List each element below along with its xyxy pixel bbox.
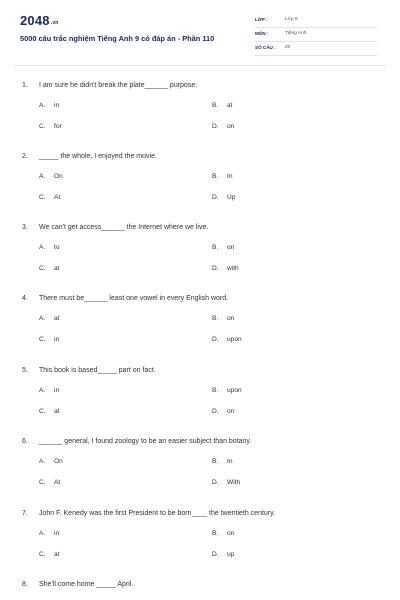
option-letter: C.	[39, 479, 46, 486]
option-text: On	[54, 173, 63, 180]
question-number: 2.	[22, 153, 28, 160]
option-text: at	[227, 102, 233, 109]
option-letter: A.	[39, 102, 46, 109]
question-text: We can't get access______ the Internet where we live.	[39, 224, 209, 231]
option-letter: A.	[39, 244, 46, 251]
question-text: She'll come home _____ April.	[39, 581, 134, 588]
option-c[interactable]	[39, 408, 60, 415]
option-text: with	[227, 265, 239, 272]
option-c[interactable]	[39, 123, 62, 130]
option-a[interactable]	[39, 244, 60, 251]
option-letter: B.	[212, 102, 219, 109]
option-letter: A.	[39, 315, 46, 322]
meta-count-label: SỐ CÂU :	[255, 45, 276, 50]
option-letter: A.	[39, 173, 46, 180]
option-letter: D.	[212, 265, 219, 272]
option-d[interactable]	[212, 336, 242, 343]
option-letter: D.	[212, 551, 219, 558]
option-a[interactable]	[39, 173, 63, 180]
question-text: I am sure he didn't break the plate______ purpose.	[39, 82, 198, 89]
option-text: upon	[227, 336, 242, 343]
question-3	[0, 224, 400, 294]
option-text: on	[227, 530, 235, 537]
document-title: 5000 câu trắc nghiệm Tiếng Anh 9 có đáp án - Phần 110	[20, 34, 215, 43]
option-d[interactable]	[212, 123, 234, 130]
option-d[interactable]	[212, 265, 239, 272]
option-letter: C.	[39, 123, 46, 130]
question-text: John F. Kenedy was the first President to be born____ the twentieth century.	[39, 510, 276, 517]
option-a[interactable]	[39, 458, 63, 465]
question-number: 1.	[22, 82, 28, 89]
meta-grade	[255, 14, 377, 28]
meta-grade-value: Lớp 9	[285, 17, 298, 22]
question-text: There must be______ least one vowel in every English word.	[39, 295, 229, 302]
option-text: on	[227, 315, 235, 322]
question-7	[0, 510, 400, 580]
option-text: With	[227, 479, 241, 486]
option-d[interactable]	[212, 551, 234, 558]
option-a[interactable]	[39, 102, 59, 109]
question-number: 8.	[22, 581, 28, 588]
option-text: for	[54, 123, 62, 130]
question-5	[0, 367, 400, 437]
option-letter: C.	[39, 551, 46, 558]
option-c[interactable]	[39, 265, 60, 272]
option-text: At	[54, 194, 61, 201]
meta-subject-value: Tiếng Anh	[285, 31, 307, 36]
option-text: at	[54, 315, 60, 322]
option-letter: B.	[212, 530, 219, 537]
option-d[interactable]	[212, 479, 240, 486]
option-text: in	[54, 102, 60, 109]
option-text: on	[227, 408, 235, 415]
option-text: In	[227, 458, 233, 465]
option-b[interactable]	[212, 387, 242, 394]
header-divider	[14, 65, 386, 66]
option-letter: C.	[39, 336, 46, 343]
question-1	[0, 82, 400, 152]
option-d[interactable]	[212, 408, 234, 415]
option-b[interactable]	[212, 244, 234, 251]
meta-count-value: 20	[285, 45, 291, 50]
question-8	[0, 581, 400, 595]
option-text: up	[227, 551, 235, 558]
option-c[interactable]	[39, 479, 60, 486]
site-logo[interactable]	[20, 13, 59, 28]
option-b[interactable]	[212, 102, 233, 109]
option-text: in	[54, 530, 60, 537]
option-text: upon	[227, 387, 242, 394]
option-letter: A.	[39, 458, 46, 465]
option-letter: B.	[212, 387, 219, 394]
question-number: 7.	[22, 510, 28, 517]
question-number: 3.	[22, 224, 28, 231]
option-c[interactable]	[39, 194, 60, 201]
logo-suffix: .vn	[50, 20, 59, 26]
question-2	[0, 153, 400, 223]
option-letter: C.	[39, 194, 46, 201]
meta-subject-label: MÔN :	[255, 31, 269, 36]
option-text: to	[54, 244, 60, 251]
question-6	[0, 438, 400, 508]
option-a[interactable]	[39, 530, 59, 537]
option-b[interactable]	[212, 530, 234, 537]
option-letter: D.	[212, 408, 219, 415]
option-letter: D.	[212, 479, 219, 486]
option-letter: B.	[212, 315, 219, 322]
option-letter: D.	[212, 336, 219, 343]
option-b[interactable]	[212, 458, 233, 465]
option-c[interactable]	[39, 551, 60, 558]
option-b[interactable]	[212, 315, 234, 322]
option-letter: D.	[212, 194, 219, 201]
option-text: in	[54, 336, 60, 343]
option-text: in	[54, 387, 60, 394]
option-letter: D.	[212, 123, 219, 130]
logo-text: 2048	[20, 13, 50, 28]
option-letter: C.	[39, 408, 46, 415]
option-a[interactable]	[39, 315, 60, 322]
option-a[interactable]	[39, 387, 59, 394]
option-letter: B.	[212, 244, 219, 251]
option-text: In	[227, 173, 233, 180]
question-text: ______ general, I found zoology to be an easier subject than botany.	[39, 438, 252, 445]
question-number: 6.	[22, 438, 28, 445]
option-letter: A.	[39, 530, 46, 537]
question-number: 4.	[22, 295, 28, 302]
meta-count	[255, 42, 377, 56]
question-4	[0, 295, 400, 365]
option-text: at	[54, 265, 60, 272]
option-d[interactable]	[212, 194, 235, 201]
option-text: At	[54, 479, 61, 486]
option-b[interactable]	[212, 173, 233, 180]
option-text: on	[227, 244, 235, 251]
question-text: _____ the whole, I enjoyed the movie.	[39, 153, 157, 160]
option-text: Up	[227, 194, 236, 201]
question-text: This book is based_____ part on fact.	[39, 367, 156, 374]
meta-subject	[255, 28, 377, 42]
question-number: 5.	[22, 367, 28, 374]
option-text: at	[54, 408, 60, 415]
option-c[interactable]	[39, 336, 59, 343]
meta-grade-label: LỚP :	[255, 17, 268, 22]
option-letter: C.	[39, 265, 46, 272]
page-header	[0, 0, 400, 64]
option-letter: A.	[39, 387, 46, 394]
option-text: On	[54, 458, 63, 465]
option-letter: B.	[212, 458, 219, 465]
option-text: on	[227, 123, 235, 130]
option-text: at	[54, 551, 60, 558]
option-letter: B.	[212, 173, 219, 180]
